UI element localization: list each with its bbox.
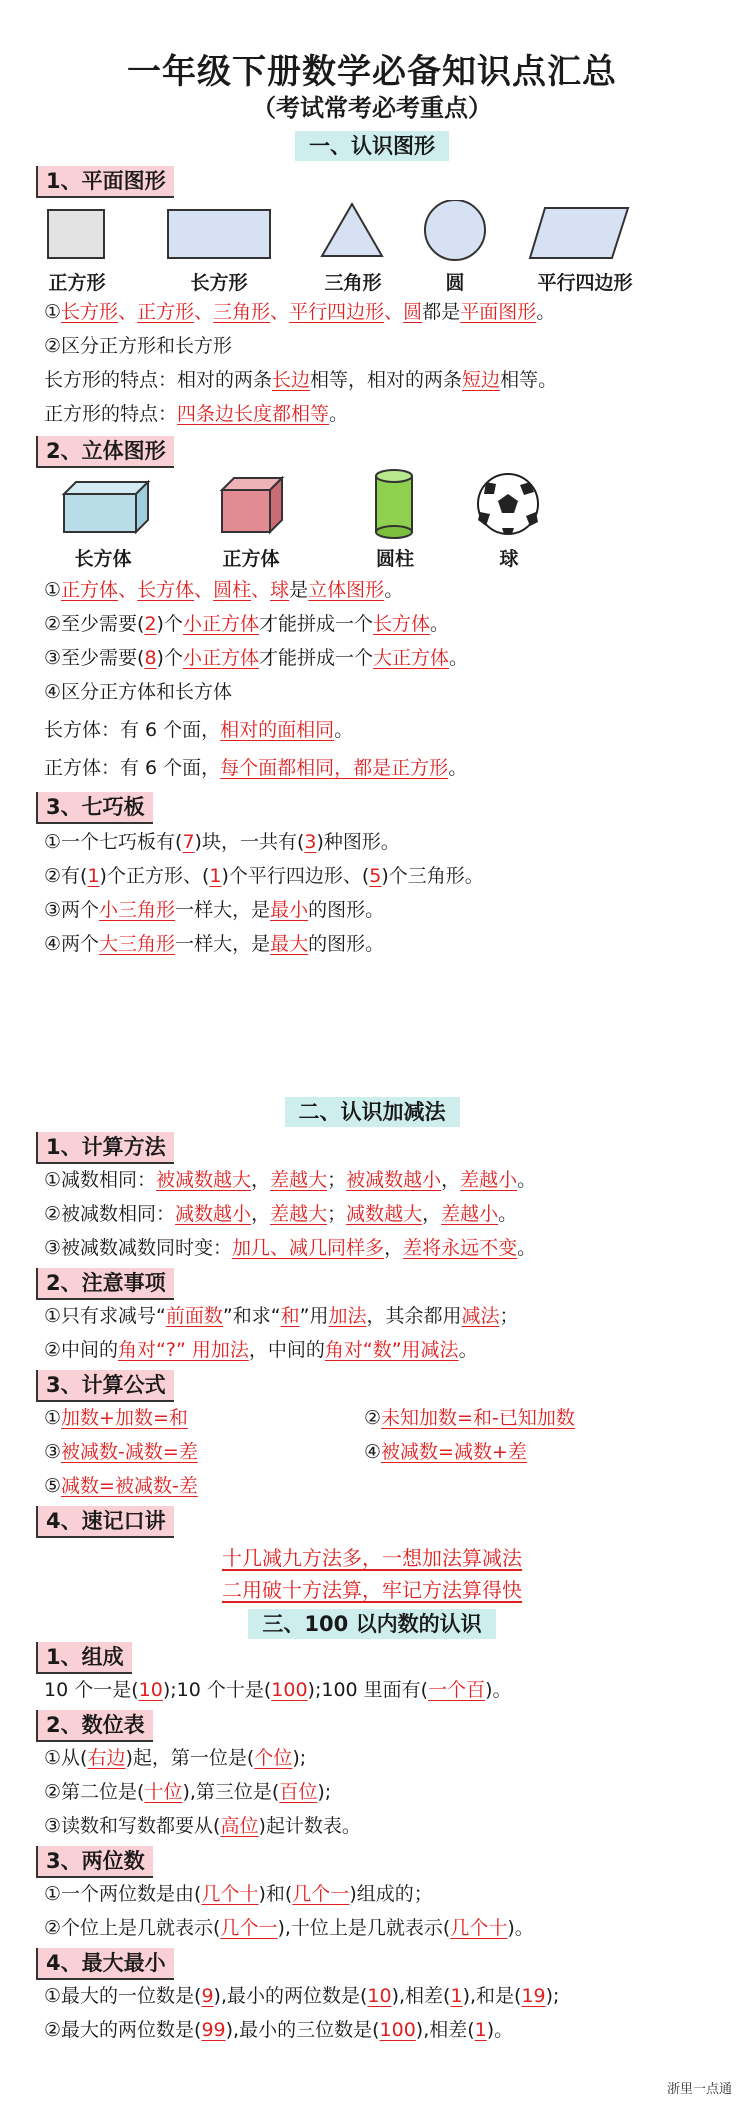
label-square: 正方形 (48, 272, 106, 294)
subheading-plane-shapes: 1、平面图形 (36, 166, 174, 198)
cube-shape (222, 478, 282, 532)
formula-3: ③被减数-减数=差 (44, 1441, 198, 1463)
methods-line-1: ①减数相同：被减数越大，差越大；被减数越小，差越小。 (44, 1169, 537, 1191)
plane-shapes-line-3: 长方形的特点：相对的两条长边相等，相对的两条短边相等。 (44, 369, 558, 391)
two-digit-line-2: ②个位上是几就表示(几个一),十位上是几就表示(几个十)。 (44, 1917, 534, 1939)
solid-shapes-line-6: 正方体：有 6 个面，每个面都相同，都是正方形。 (44, 757, 468, 779)
solid-shapes-line-1: ①正方体、长方体、圆柱、球是立体图形。 (44, 579, 404, 601)
label-cylinder: 圆柱 (375, 548, 414, 570)
page-title: 一年级下册数学必备知识点汇总 (127, 52, 617, 92)
subheading-composition: 1、组成 (36, 1642, 132, 1674)
solid-shapes-line-2: ②至少需要(2)个小正方体才能拼成一个长方体。 (44, 613, 450, 635)
label-cube: 正方体 (222, 548, 280, 570)
parallelogram-shape (530, 208, 628, 258)
methods-line-2: ②被减数相同：减数越小，差越大；减数越大，差越小。 (44, 1203, 518, 1225)
place-value-line-1: ①从(右边)起，第一位是(个位); (44, 1747, 307, 1769)
subheading-max-min: 4、最大最小 (36, 1948, 174, 1980)
tangram-line-3: ③两个小三角形一样大，是最小的图形。 (44, 899, 385, 921)
plane-shapes-figure (0, 200, 744, 270)
mnemonic-line-1: 十几减九方法多，一想加法算减法 (222, 1546, 522, 1570)
formula-5: ⑤减数=被减数-差 (44, 1475, 198, 1497)
square-shape (48, 210, 104, 258)
cuboid-shape (64, 482, 148, 532)
max-min-line-1: ①最大的一位数是(9),最小的两位数是(10),相差(1),和是(19); (44, 1985, 560, 2007)
label-rectangle: 长方形 (190, 272, 248, 294)
methods-line-3: ③被减数减数同时变：加几、减几同样多，差将永远不变。 (44, 1237, 537, 1259)
solid-shapes-line-5: 长方体：有 6 个面，相对的面相同。 (44, 719, 354, 741)
max-min-line-2: ②最大的两位数是(99),最小的三位数是(100),相差(1)。 (44, 2019, 514, 2041)
tangram-line-1: ①一个七巧板有(7)块，一共有(3)种图形。 (44, 831, 400, 853)
section-heading-numbers: 三、100 以内数的认识 (0, 1608, 744, 1638)
solid-shapes-line-4: ④区分正方体和长方体 (44, 681, 233, 703)
subheading-solid-shapes: 2、立体图形 (36, 436, 174, 468)
tangram-line-4: ④两个大三角形一样大，是最大的图形。 (44, 933, 385, 955)
subheading-place-value: 2、数位表 (36, 1710, 153, 1742)
plane-shapes-line-2: ②区分正方形和长方形 (44, 335, 233, 357)
circle-shape (425, 200, 485, 260)
plane-shapes-line-1: ①长方形、正方形、三角形、平行四边形、圆都是平面图形。 (44, 301, 556, 323)
page-subtitle: （考试常考必考重点） (252, 94, 492, 122)
composition-line-1: 10 个一是(10);10 个十是(100);100 里面有(一个百)。 (44, 1679, 512, 1701)
subheading-mnemonic: 4、速记口讲 (36, 1506, 174, 1538)
formula-2: ②未知加数=和-已知加数 (364, 1407, 575, 1429)
label-triangle: 三角形 (324, 272, 382, 294)
subheading-methods: 1、计算方法 (36, 1132, 174, 1164)
two-digit-line-1: ①一个两位数是由(几个十)和(几个一)组成的； (44, 1883, 433, 1905)
label-circle: 圆 (445, 272, 465, 294)
mnemonic-line-2: 二用破十方法算，牢记方法算得快 (222, 1578, 522, 1602)
notes-line-1: ①只有求减号“前面数”和求“和”用加法，其余都用减法； (44, 1305, 519, 1327)
subheading-two-digit: 3、两位数 (36, 1846, 153, 1878)
subheading-formulas: 3、计算公式 (36, 1370, 174, 1402)
place-value-line-2: ②第二位是(十位),第三位是(百位); (44, 1781, 332, 1803)
label-ball: 球 (499, 548, 519, 570)
section-heading-shapes: 一、认识图形 (0, 130, 744, 160)
notes-line-2: ②中间的角对“?” 用加法，中间的角对“数”用减法。 (44, 1339, 478, 1361)
tangram-line-2: ②有(1)个正方形、(1)个平行四边形、(5)个三角形。 (44, 865, 484, 887)
rectangle-shape (168, 210, 270, 258)
footer-watermark: 浙里一点通 (666, 2082, 732, 2097)
label-parallelogram: 平行四边形 (537, 272, 633, 294)
label-cuboid: 长方体 (74, 548, 132, 570)
solid-shapes-figure (0, 468, 744, 540)
triangle-shape (322, 204, 382, 256)
formula-1: ①加数+加数=和 (44, 1407, 188, 1429)
cylinder-shape (376, 470, 412, 538)
place-value-line-3: ③读数和写数都要从(高位)起计数表。 (44, 1815, 361, 1837)
plane-shapes-line-4: 正方形的特点：四条边长度都相等。 (44, 403, 349, 425)
solid-shapes-line-3: ③至少需要(8)个小正方体才能拼成一个大正方体。 (44, 647, 469, 669)
subheading-tangram: 3、七巧板 (36, 792, 153, 824)
formula-4: ④被减数=减数+差 (364, 1441, 527, 1463)
section-heading-add-subtract: 二、认识加减法 (0, 1096, 744, 1126)
subheading-notes: 2、注意事项 (36, 1268, 174, 1300)
ball-shape (478, 474, 538, 534)
